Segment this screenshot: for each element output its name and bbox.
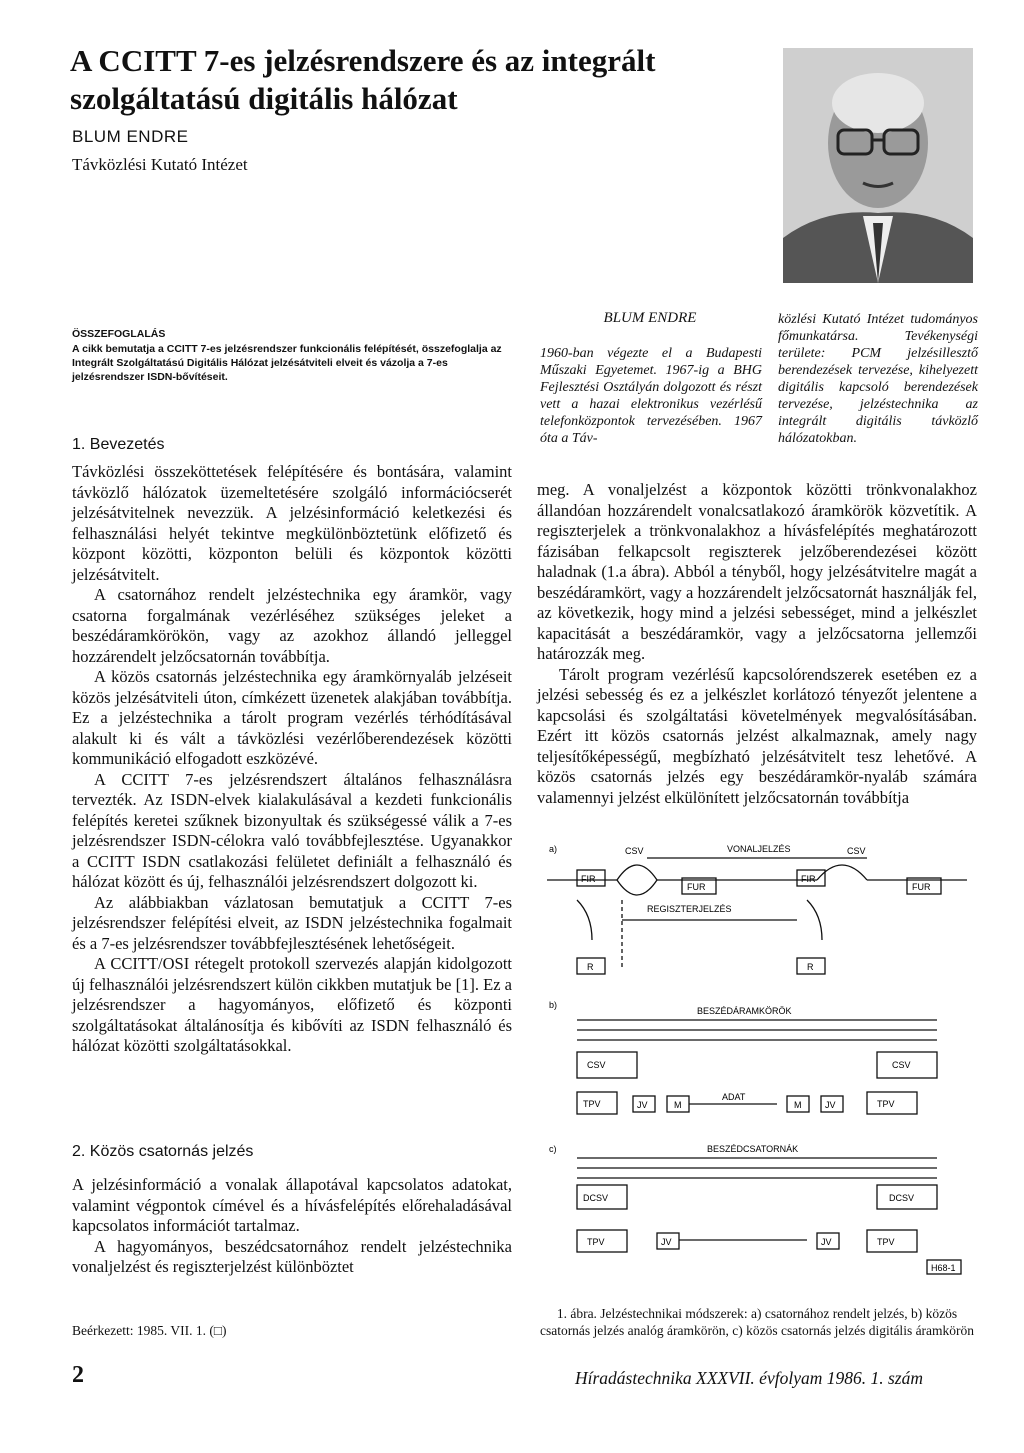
bio-text-col2: közlési Kutató Intézet tudományos főmunkatársa. Tevékenységi területe: PCM jelzésillesztő berendezések tervezése, kihelyezett digitális kapcsoló berendezések tervezése, jelzéstechnika az integrált digitális távközlő hálózatokban. xyxy=(778,312,978,446)
fig-csv-label: CSV xyxy=(892,1060,911,1070)
author-affiliation: Távközlési Kutató Intézet xyxy=(72,155,248,174)
fig-beszedaramkorok-label: BESZÉDÁRAMKÖRÖK xyxy=(697,1006,792,1016)
fig-tpv-label: TPV xyxy=(877,1237,895,1247)
paragraph: meg. A vonaljelzést a központok közötti trönkvonalakhoz állandóan hozzárendelt vonalcsatlakozó áramkörök közvetítik. A regiszterjelek a trönkvonalakhoz a hívásfelépítés meghatározott fázisában felkapcsolt regiszterek jelzőberendezései között haladnak (1.a ábra). Abból a tényből, hogy jelzésátvitelre magát a beszédáramkört, vagy a hozzárendelt jelzőcsatornát használják fel, az következik, hogy mind a jelzési sebességet, mind a jelkészlet kapacitását a beszédáramkör, vagy a jelzőcsatorna jellemzői határozzák meg. xyxy=(537,480,977,663)
fig-regiszterjelzes-label: REGISZTERJELZÉS xyxy=(647,904,732,914)
fig-tpv-label: TPV xyxy=(877,1099,895,1109)
figure-caption: 1. ábra. Jelzéstechnikai módszerek: a) csatornához rendelt jelzés, b) közös csatornás jelzés analóg áramkörön, c) közös csatornás jelzés digitális áramkörön xyxy=(539,1306,975,1338)
journal-footer: Híradástechnika XXXVII. évfolyam 1986. 1. szám xyxy=(575,1368,923,1388)
fig-m-label: M xyxy=(794,1100,802,1110)
paragraph: A CCITT/OSI rétegelt protokoll szervezés alapján kidolgozott új felhasználói jelzésrendszert külön cikkben mutatjuk be [1]. Ez a jelzésrendszer a hagyományos, előfizető és központi szolgáltatásokat általánosítja és kibővíti az ISDN felhasználó és hálózat közötti szolgáltatásokkal. xyxy=(72,954,512,1055)
article-title: A CCITT 7-es jelzésrendszere és az integrált szolgáltatású digitális hálózat xyxy=(70,43,656,116)
abstract-text: A cikk bemutatja a CCITT 7-es jelzésrendszer funkcionális felépítését, összefoglalja az Integrált Szolgáltatású Digitális Hálózat jelzésátviteli elveit és vázolja a 7-es jelzésrendszer ISDN-bővítéseit. xyxy=(72,343,502,383)
page-number: 2 xyxy=(72,1362,84,1388)
bio-name: BLUM ENDRE xyxy=(603,310,697,326)
paragraph: A csatornához rendelt jelzéstechnika egy áramkör, vagy csatorna forgalmának vezérléséhez szükséges jeleket a beszédáramkörökön, vagy az azokhoz állandó jelleggel hozzárendelt jelzőcsatornán továbbítja. xyxy=(72,585,512,666)
fig-adat-label: ADAT xyxy=(722,1092,746,1102)
fig-r-label: R xyxy=(807,962,814,972)
fig-fir-label: FIR xyxy=(581,874,596,884)
abstract-heading: ÖSSZEFOGLALÁS xyxy=(72,328,166,340)
fig-m-label: M xyxy=(674,1100,682,1110)
fig-jv-label: JV xyxy=(661,1237,672,1247)
fig-label-a: a) xyxy=(549,844,558,854)
portrait-illustration xyxy=(783,48,973,283)
paragraph: Távközlési összeköttetések felépítésére és bontására, valamint távközlő hálózatok üzemeltetésére szolgáló információcserét jelzésátvitelnek nevezzük. A jelzésinformáció keletkezési és felhasználási helyét tekintve megkülönböztetünk előfizető és központ közötti, központon belüli és központok közötti jelzésátvitelt. xyxy=(72,462,512,584)
paragraph: Az alábbiakban vázlatosan bemutatjuk a CCITT 7-es jelzésrendszer felépítési elveit, az ISDN jelzéstechnika fogalmait és a 7-es jelzésrendszer továbbfejlesztésének lehetőségeit. xyxy=(72,892,512,953)
left-column-2 xyxy=(72,1175,512,1278)
fig-fur-label: FUR xyxy=(687,882,706,892)
fig-tpv-label: TPV xyxy=(587,1237,605,1247)
fig-vonaljelzes-label: VONALJELZÉS xyxy=(727,844,791,854)
fig-ref-label: H68-1 xyxy=(931,1263,956,1273)
paragraph: A jelzésinformáció a vonalak állapotával kapcsolatos adatokat, valamint végpontok címével és a hívásfelépítés előrehaladásával kapcsolatos információt tartalmaz. xyxy=(72,1175,512,1235)
paragraph: A CCITT 7-es jelzésrendszert általános felhasználásra tervezték. Az ISDN-elvek kialakulásával a kezdeti funkcionális felépítés keretei szűknek bizonyultak és szükségessé válik a 7-es jelzésrendszer ISDN-célokra való továbbfejlesztése. Ugyanakkor a CCITT ISDN csatlakozási felületet definiált a felhasználó és hálózat között és új, felhasználói jelzésrendszert dolgozott ki. xyxy=(72,769,512,891)
fig-jv-label: JV xyxy=(637,1100,648,1110)
fig-beszedcsatornak-label: BESZÉDCSATORNÁK xyxy=(707,1144,799,1154)
author-portrait xyxy=(783,48,973,283)
fig-jv-label: JV xyxy=(821,1237,832,1247)
fig-csv-label: CSV xyxy=(625,846,644,856)
fig-csv-label: CSV xyxy=(847,846,866,856)
fig-tpv-label: TPV xyxy=(583,1099,601,1109)
fig-fir-label: FIR xyxy=(801,874,816,884)
received-date: Beérkezett: 1985. VII. 1. (□) xyxy=(72,1323,227,1338)
author-name: BLUM ENDRE xyxy=(72,127,189,146)
section-heading-1: 1. Bevezetés xyxy=(72,436,165,453)
paragraph: A hagyományos, beszédcsatornához rendelt jelzéstechnika vonaljelzést és regiszterjelzést különböztet xyxy=(72,1236,512,1276)
section-heading-2: 2. Közös csatornás jelzés xyxy=(72,1143,254,1160)
fig-label-b: b) xyxy=(549,1000,558,1010)
fig-dcsv-label: DCSV xyxy=(583,1193,609,1203)
fig-dcsv-label: DCSV xyxy=(889,1193,915,1203)
bio-text-col1: 1960-ban végezte el a Budapesti Műszaki Egyetemet. 1967-ig a BHG Fejlesztési Osztályán dolgozott és részt vett a hazai elektronikus vezérlésű telefonközpontok tervezésében. 1967 óta a Táv- xyxy=(540,346,762,446)
paragraph: A közös csatornás jelzéstechnika egy áramkörnyaláb jelzéseit közös jelzésátviteli úton, címkézett üzenetek alakjában továbbítja. Ez a jelzéstechnika a tárolt program vezérlés térhódításával alakult ki és vált a távközlési vezérlőberendezések közötti kommunikáció elfogadott eszközévé. xyxy=(72,667,512,768)
signalling-diagram xyxy=(537,840,977,1302)
fig-fur-label: FUR xyxy=(912,882,931,892)
fig-csv-label: CSV xyxy=(587,1060,606,1070)
fig-r-label: R xyxy=(587,962,594,972)
paragraph: Tárolt program vezérlésű kapcsolórendszerek esetében ez a jelzési sebesség és ez a jelkészlet korlátozó tényezőt jelentene a kapcsolási és szolgáltatási követelmények megvalósításában. Ezért itt közös csatornás jelzést alkalmaznak, amely nagy teljesítőképességű, megbízható jelzésátvitelt tesz lehetővé. A közös csatornás jelzés egy beszédáramkör-nyaláb számára valamennyi jelzést elkülönített jelzőcsatornán továbbítja xyxy=(537,664,977,807)
fig-jv-label: JV xyxy=(825,1100,836,1110)
left-column xyxy=(72,462,512,1057)
fig-label-c: c) xyxy=(549,1144,557,1154)
right-column xyxy=(537,480,977,808)
